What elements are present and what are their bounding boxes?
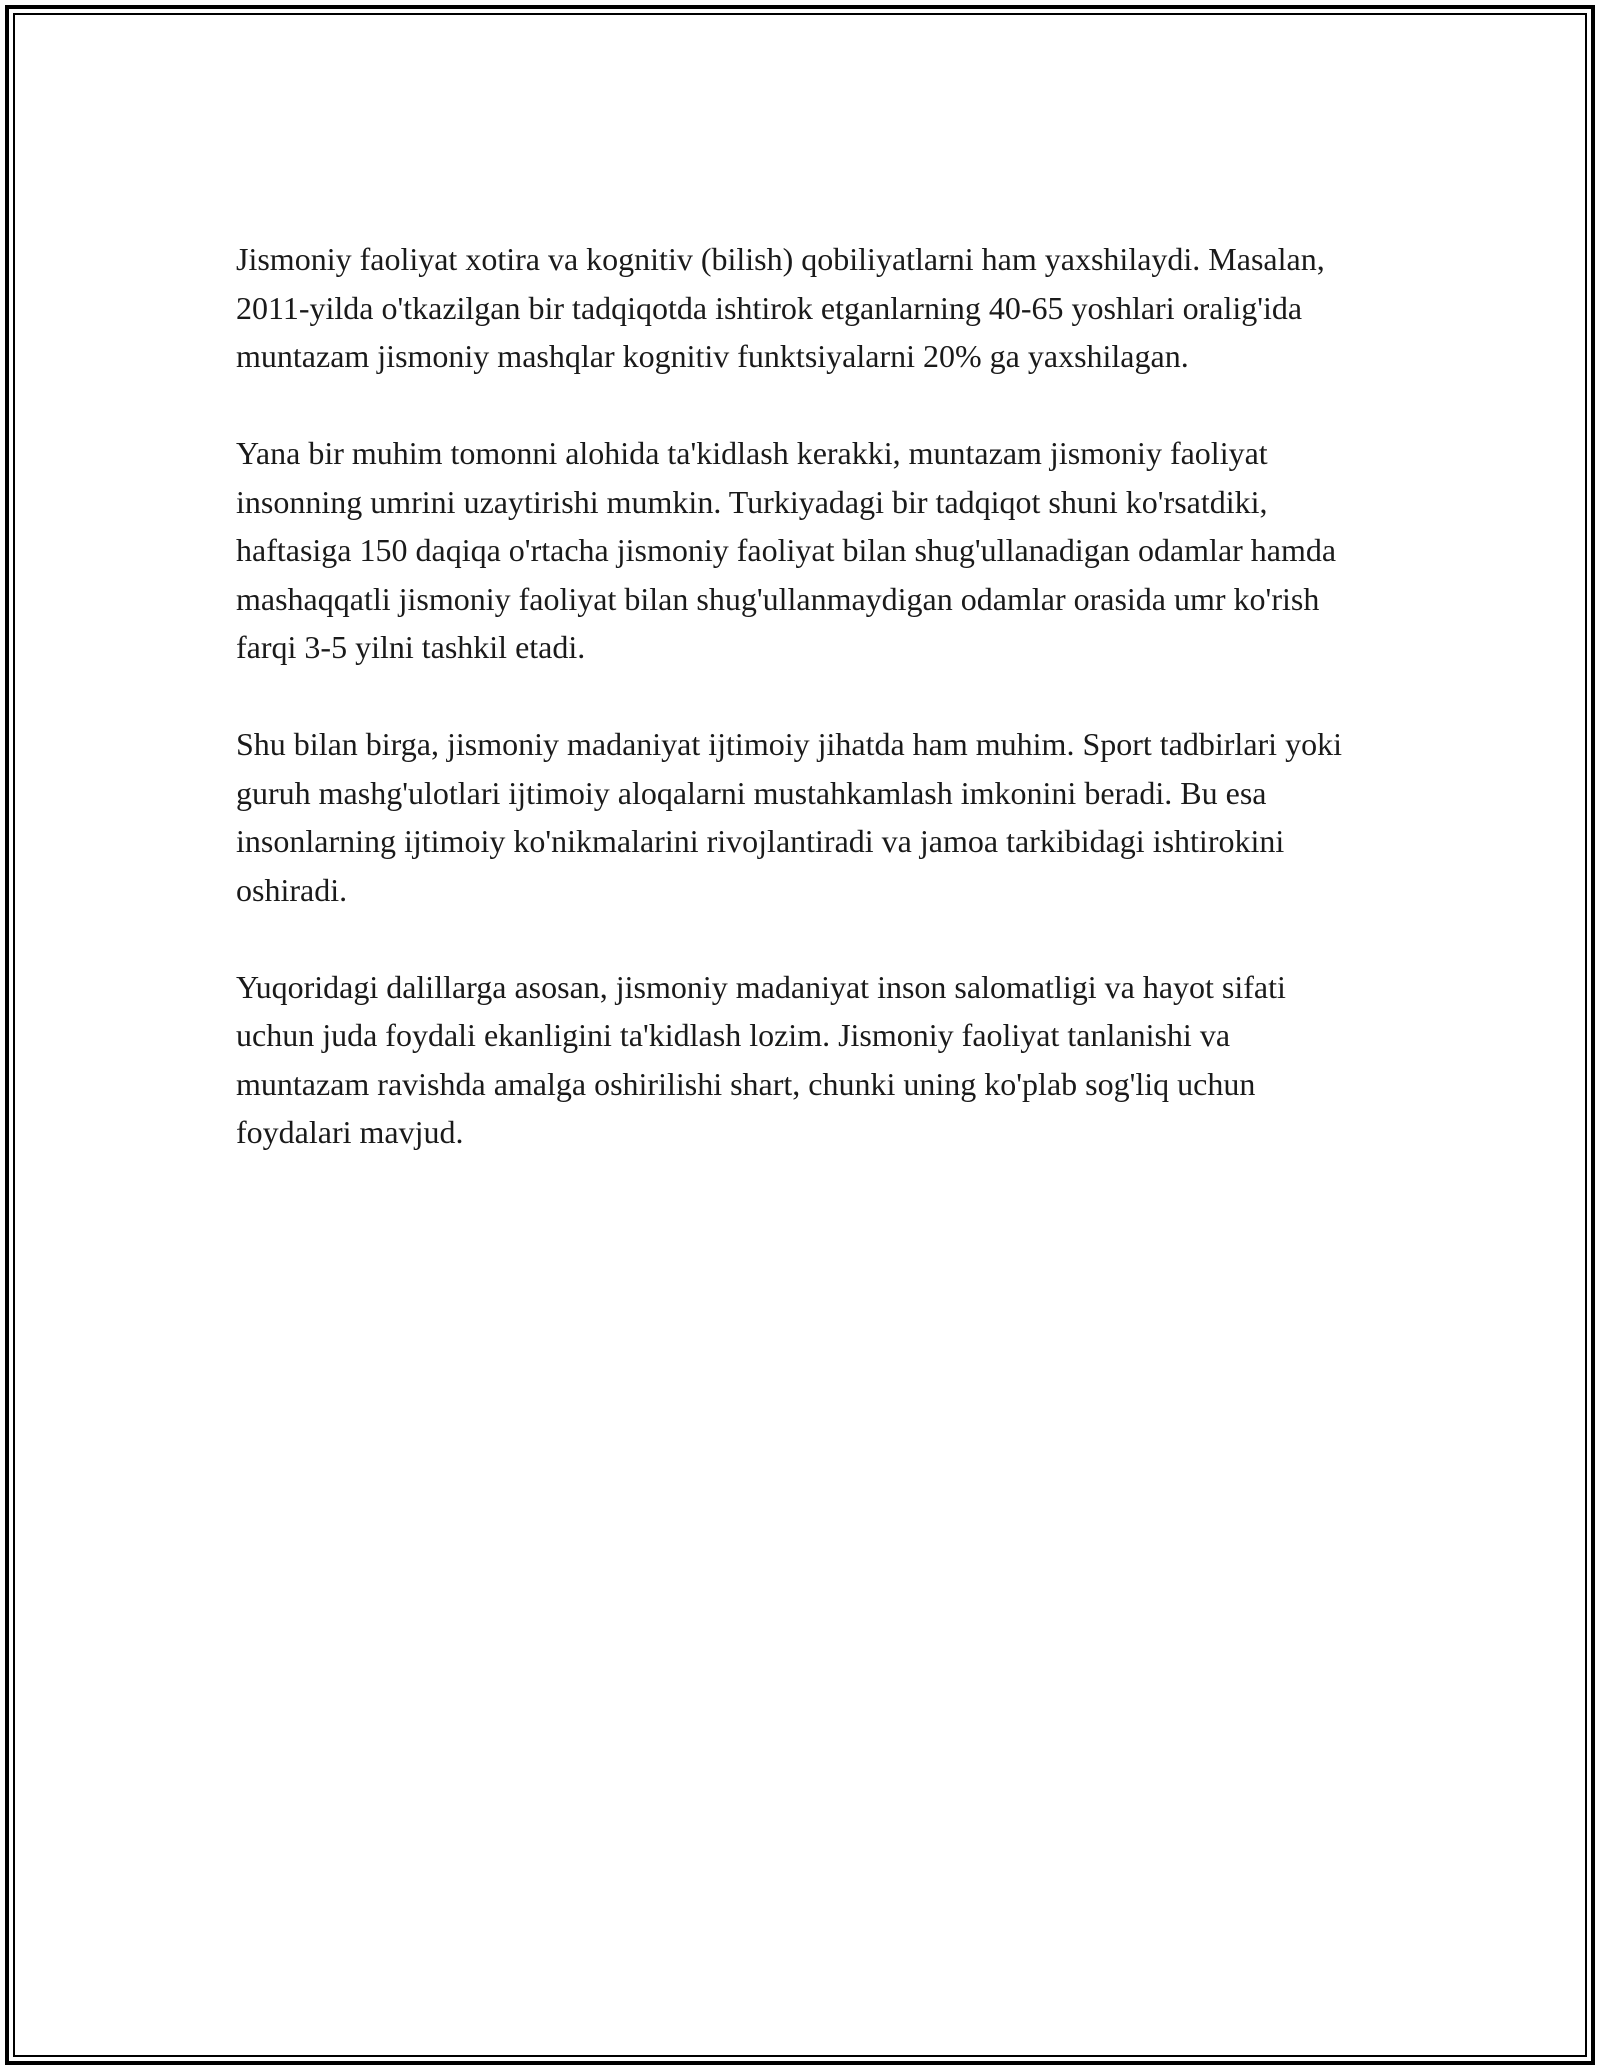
paragraph-conclusion: Yuqoridagi dalillarga asosan, jismoniy madaniyat inson salomatligi va hayot sifati uchun juda foydali ekanligini ta'kidlash lozim. Jismoniy faoliyat tanlanishi va muntazam ravishda amalga oshirilishi shart, chunki uning ko'plab sog'liq uchun foydalari mavjud. bbox=[236, 968, 1286, 1150]
paragraph-cognitive-benefits: Jismoniy faoliyat xotira va kognitiv (bilish) qobiliyatlarni ham yaxshilaydi. Masalan, 2011-yilda o'tkazilgan bir tadqiqotda ishtirok etganlarning 40-65 yoshlari oralig'ida muntazam jismoniy mashqlar kognitiv funktsiyalarni 20% ga yaxshilagan. bbox=[236, 241, 1325, 374]
document-body bbox=[236, 235, 1366, 1157]
paragraph-social-aspects: Shu bilan birga, jismoniy madaniyat ijtimoiy jihatda ham muhim. Sport tadbirlari yoki guruh mashg'ulotlari ijtimoiy aloqalarni mustahkamlash imkonini beradi. Bu esa insonlarning ijtimoiy ko'nikmalarini rivojlantiradi va jamoa tarkibidagi ishtirokini oshiradi. bbox=[236, 726, 1342, 908]
paragraph-longevity: Yana bir muhim tomonni alohida ta'kidlash kerakki, muntazam jismoniy faoliyat insonning umrini uzaytirishi mumkin. Turkiyadagi bir tadqiqot shuni ko'rsatdiki, haftasiga 150 daqiqa o'rtacha jismoniy faoliyat bilan shug'ullanadigan odamlar hamda mashaqqatli jismoniy faoliyat bilan shug'ullanmaydigan odamlar orasida umr ko'rish farqi 3-5 yilni tashkil etadi. bbox=[236, 435, 1337, 665]
